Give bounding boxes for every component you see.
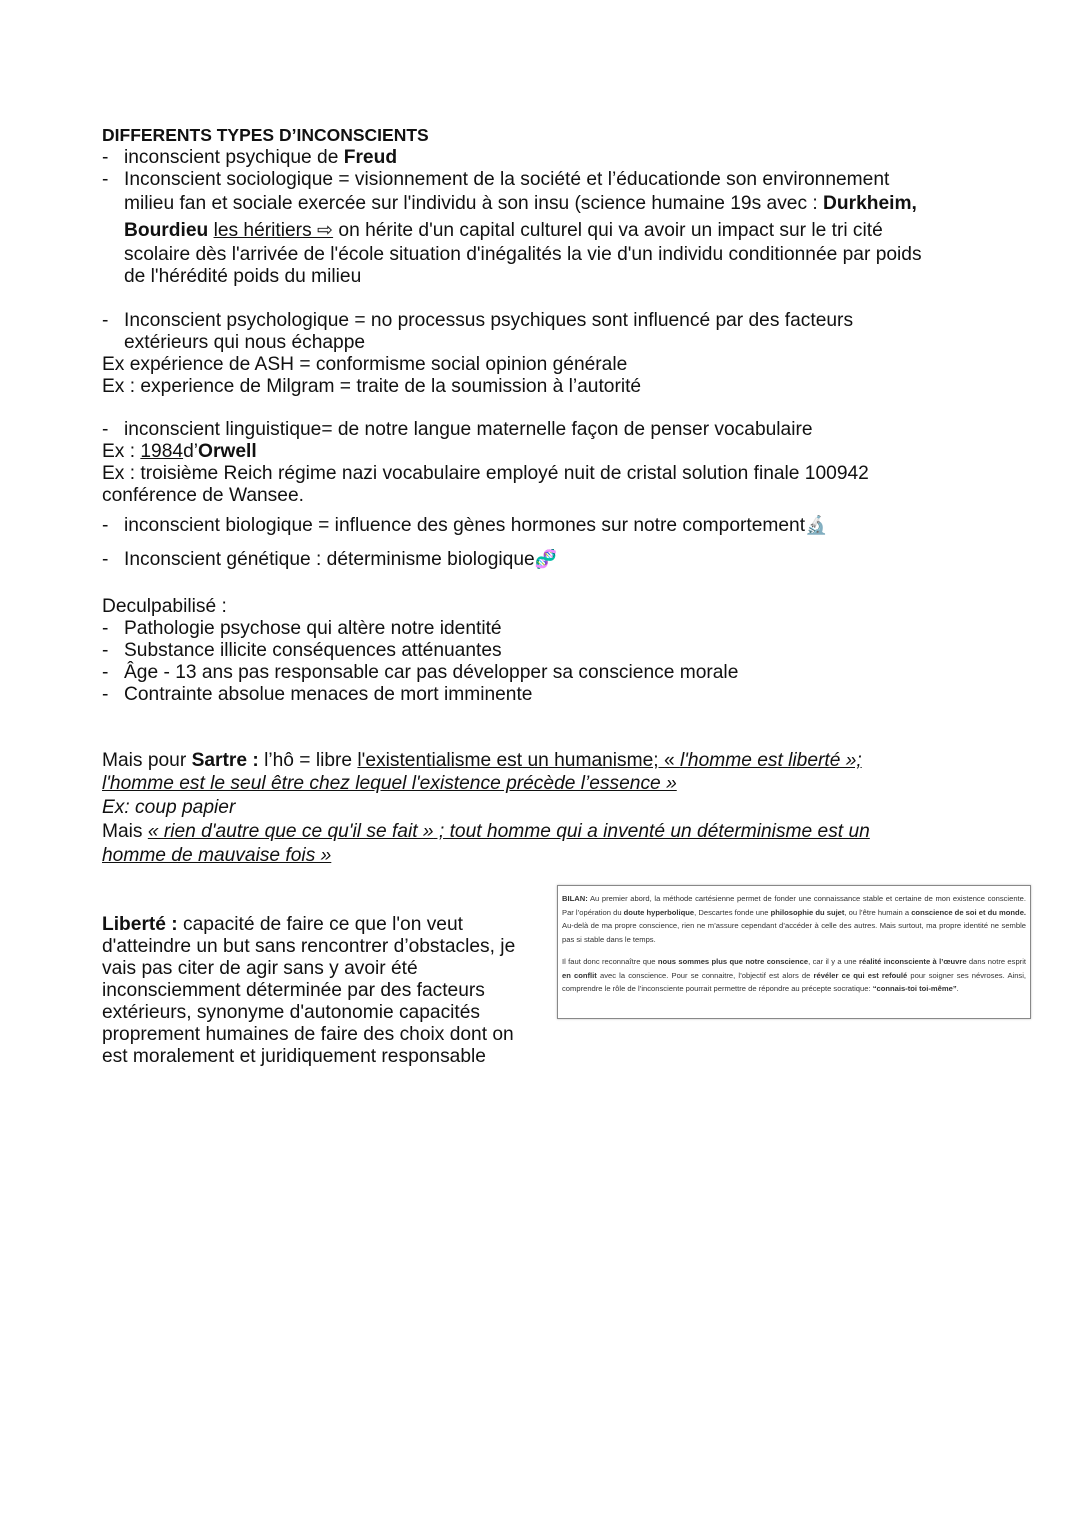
type-psychique: inconscient psychique de Freud	[124, 147, 398, 168]
type-genetique: Inconscient génétique : déterminisme biologique🧬	[124, 549, 558, 570]
liberte-definition: Liberté : capacité de faire ce que l'on veut d'atteindre un but sans rencontrer d’obstacles, je vais pas citer de agir sans y avoir été inconsciemment déterminée par des facteurs extérieurs, synonyme d'autonomie capacités proprement humaines de faire des choix dont on est moralement et juridiquement responsable	[102, 914, 516, 1067]
bullet-dash: -	[102, 310, 109, 331]
sartre-line5: homme de mauvaise fois »	[102, 845, 332, 866]
microscope-icon: 🔬	[805, 515, 828, 536]
bullet-dash: -	[102, 618, 109, 639]
bullet-dash: -	[102, 419, 109, 440]
type-sociologique-line5: de l'hérédité poids du milieu	[124, 266, 362, 287]
dna-icon: 🧬	[534, 549, 558, 570]
bullet-dash: -	[102, 169, 109, 190]
deculpabilise-heading: Deculpabilisé :	[102, 596, 227, 617]
type-linguistique-line1: inconscient linguistique= de notre langue maternelle façon de penser vocabulaire	[124, 419, 813, 440]
bullet-dash: -	[102, 147, 109, 168]
linguistique-example-orwell: Ex : 1984d’Orwell	[102, 441, 257, 462]
linguistique-example-wansee: conférence de Wansee.	[102, 485, 304, 506]
sartre-line4: Mais « rien d'autre que ce qu'il se fait » ; tout homme qui a inventé un déterminisme est un	[102, 821, 870, 842]
bilan-paragraph-1: BILAN: Au premier abord, la méthode cartésienne permet de fonder une connaissance stable et certaine de mon existence consciente. Par l’opération du doute hyperbolique, Descartes fonde une philosophie du sujet, ou l’être humain a conscience de soi et du monde. Au-delà de ma propre conscience, rien ne m’assure cependant d’accéder à celle des autres. Mais surtout, ma propre identité ne semble pas si stable dans le temps.	[562, 894, 1027, 944]
bilan-box	[557, 885, 1031, 1019]
sartre-example: Ex: coup papier	[102, 797, 236, 818]
linguistique-example-reich: Ex : troisième Reich régime nazi vocabulaire employé nuit de cristal solution finale 100942	[102, 463, 869, 484]
sartre-line2: l'homme est le seul être chez lequel l'existence précède l’essence »	[102, 773, 677, 794]
section-title: DIFFERENTS TYPES D’INCONSCIENTS	[102, 125, 429, 145]
deculpabilise-item: Âge - 13 ans pas responsable car pas développer sa conscience morale	[124, 662, 739, 683]
bullet-dash: -	[102, 684, 109, 705]
type-sociologique-line3: Bourdieu les héritiers ⇨ on hérite d'un capital culturel qui va avoir un impact sur le tri cité	[124, 220, 883, 241]
bilan-paragraph-2: Il faut donc reconnaître que nous sommes plus que notre conscience, car il y a une réalité inconsciente à l’œuvre dans notre esprit en conflit avec la conscience. Pour se connaitre, l’objectif est alors de révéler ce qui est refoulé pour soigner ses névroses. Ainsi, comprendre le rôle de l’inconsciente pourrait permettre de répondre au précepte socratique: “connais-toi toi-même”.	[562, 957, 1027, 993]
deculpabilise-item: Pathologie psychose qui altère notre identité	[124, 618, 502, 639]
type-psychologique-line1: Inconscient psychologique = no processus psychiques sont influencé par des facteurs	[124, 310, 854, 331]
type-sociologique-line2: milieu fan et sociale exercée sur l'individu à son insu (science humaine 19s avec : Durkheim,	[124, 193, 917, 214]
sartre-line1: Mais pour Sartre : l’hô = libre l'existentialisme est un humanisme; « l'homme est liberté »;	[102, 750, 862, 771]
deculpabilise-item: Substance illicite conséquences atténuantes	[124, 640, 502, 661]
type-sociologique-line4: scolaire dès l'arrivée de l'école situation d'inégalités la vie d'un individu conditionnée par poids	[124, 244, 922, 265]
type-sociologique-line1: Inconscient sociologique = visionnement de la société et l’éducationde son environnement	[124, 169, 890, 190]
type-biologique: inconscient biologique = influence des gènes hormones sur notre comportement🔬	[124, 515, 828, 536]
type-psychologique-line2: extérieurs qui nous échappe	[124, 332, 366, 353]
deculpabilise-item: Contrainte absolue menaces de mort imminente	[124, 684, 533, 705]
bullet-dash: -	[102, 640, 109, 661]
psychologique-example-ash: Ex expérience de ASH = conformisme social opinion générale	[102, 354, 628, 375]
psychologique-example-milgram: Ex : experience de Milgram = traite de la soumission à l’autorité	[102, 376, 642, 397]
bullet-dash: -	[102, 515, 109, 536]
bullet-dash: -	[102, 549, 109, 570]
bullet-dash: -	[102, 662, 109, 683]
